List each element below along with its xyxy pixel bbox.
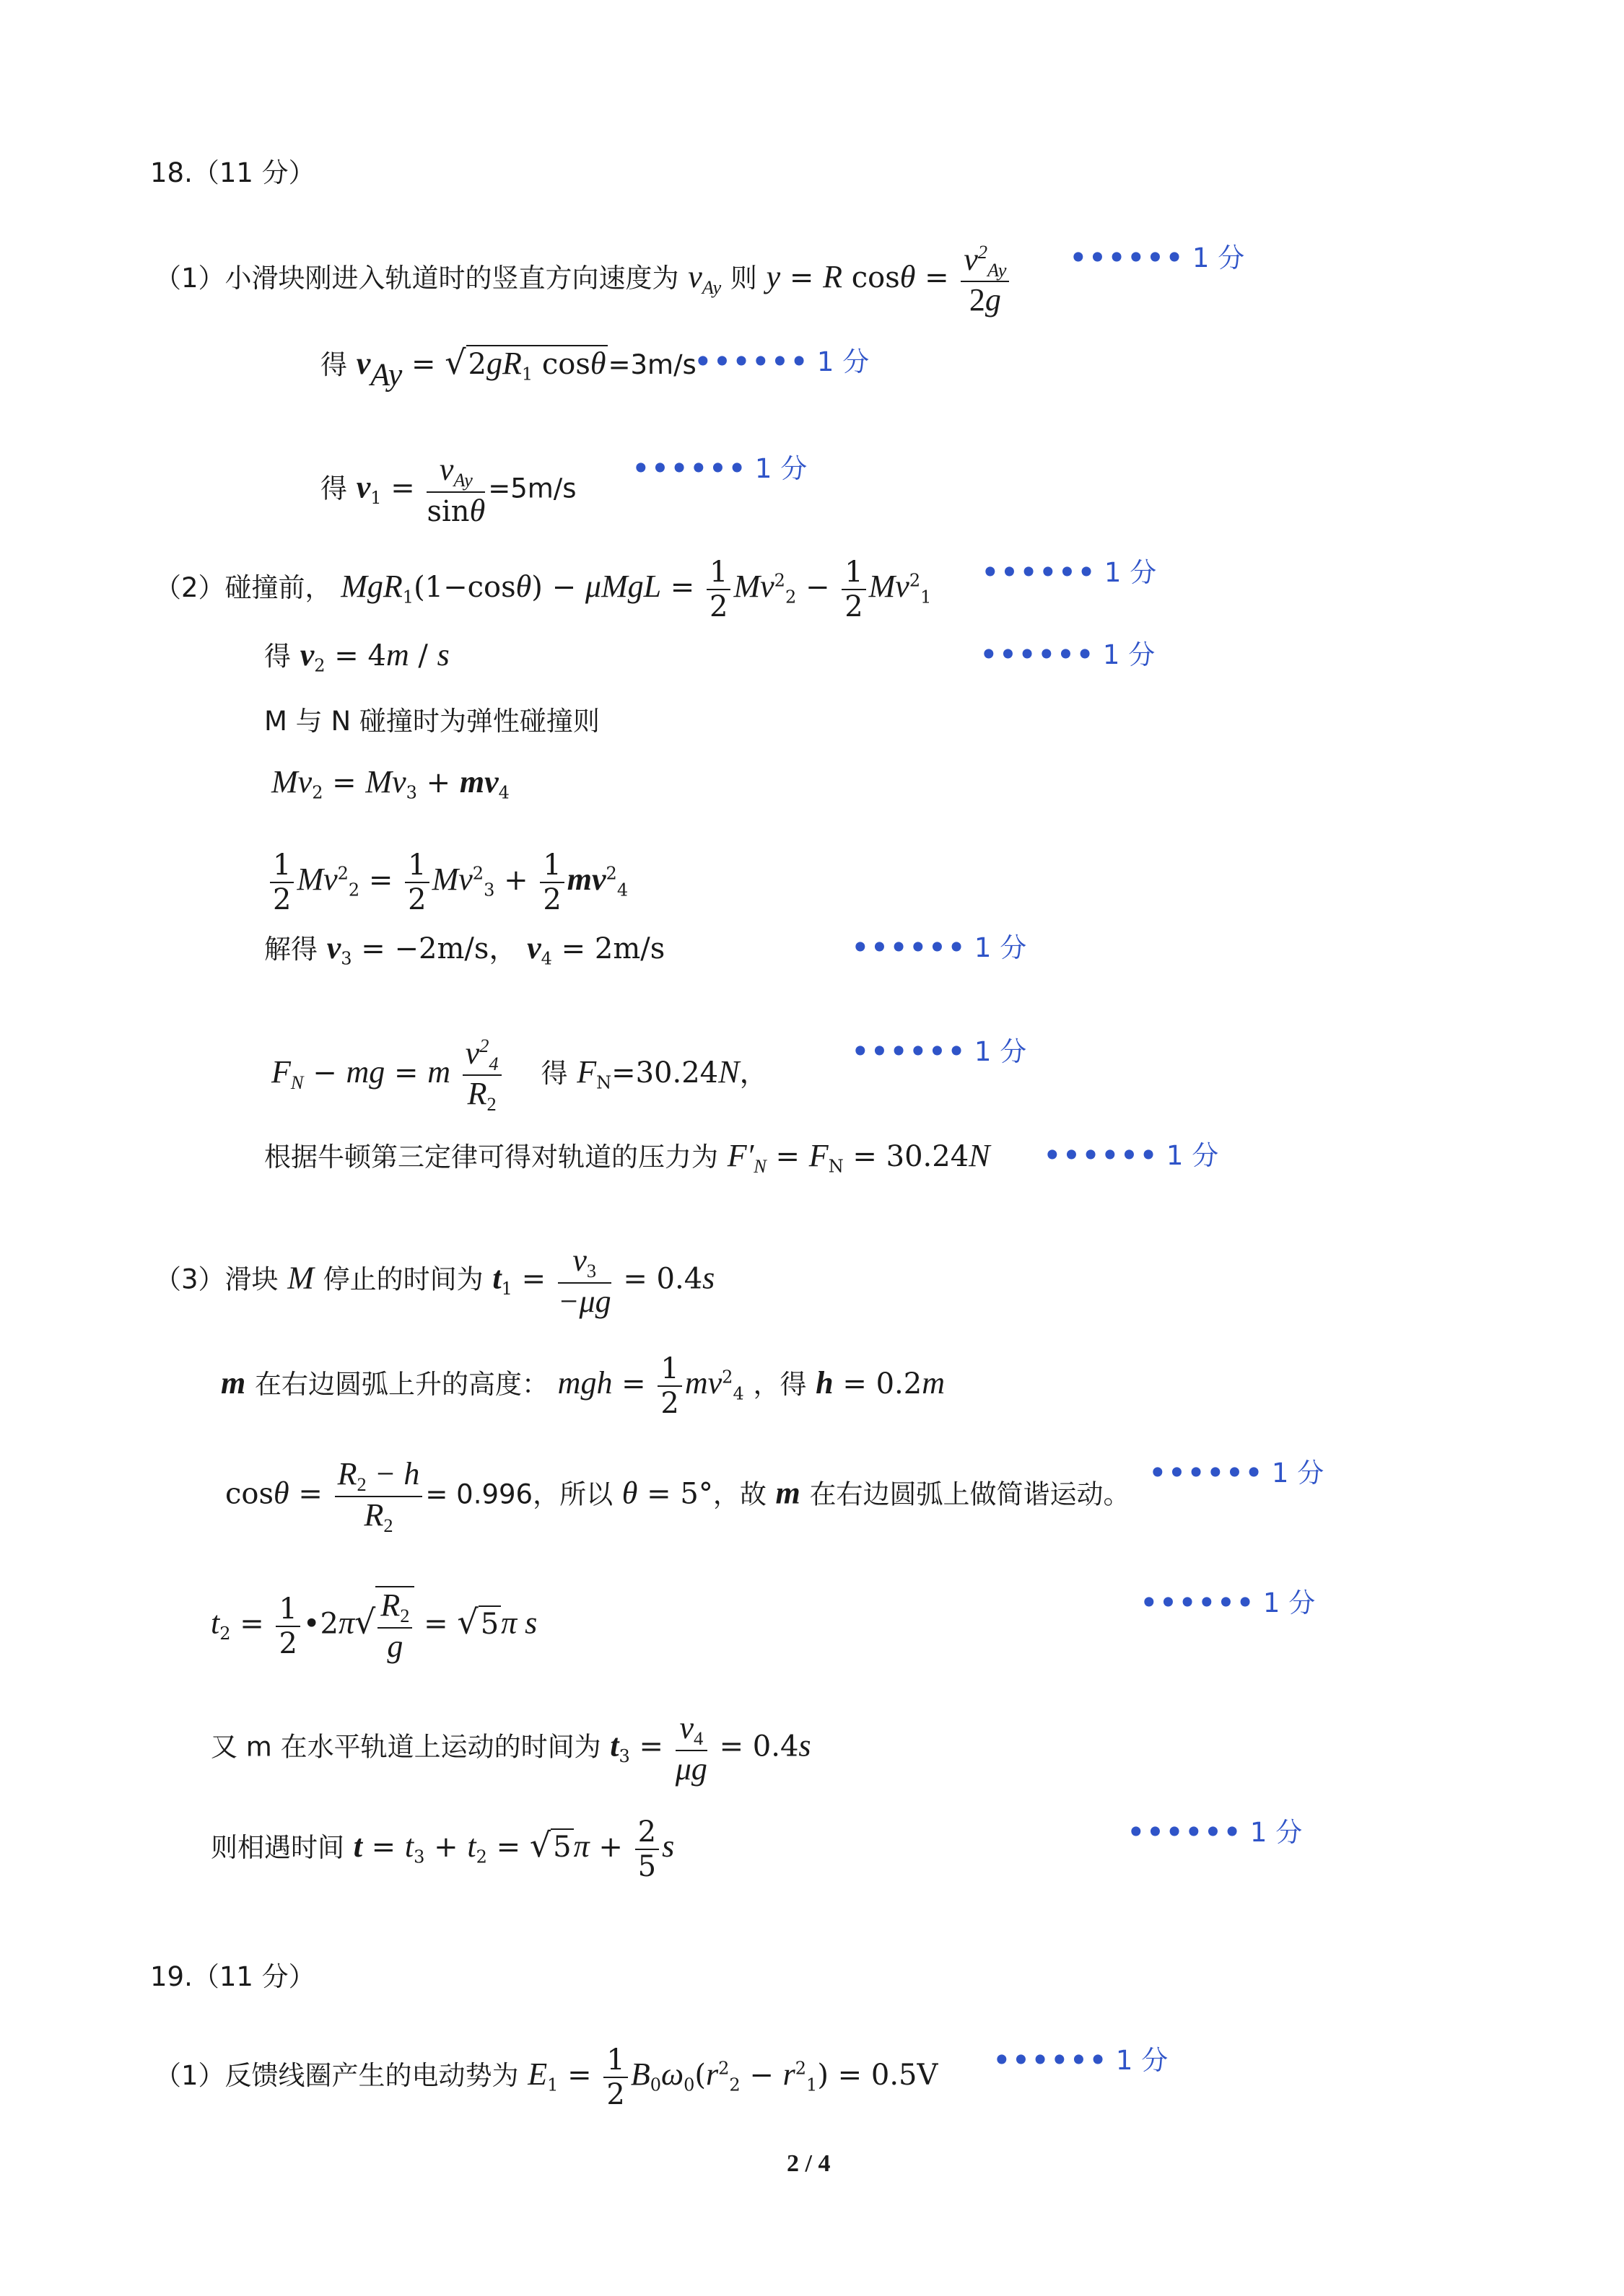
page-number: 2 / 4 xyxy=(787,2150,831,2177)
score-marker: •••••• 1 分 xyxy=(993,2045,1169,2076)
normal-force-line: $F_N$ − mg = m $\frac{v^2_4}{R_2}$ 得 $F_N=30.24N$， xyxy=(271,1035,769,1116)
part1-text: （1）小滑块刚进入轨道时的竖直方向速度为 xyxy=(154,263,679,294)
vay-squared-over-2g: $\frac{v^2_{Ay}}{2g}$ xyxy=(961,241,1009,319)
part2-energy-line: （2）碰撞前， MgR$_1$(1−cosθ) − μMgL = $\frac{1}{2}$ $Mv^2_2$ − $\frac{1}{2}$ $Mv^2_1$ xyxy=(154,556,932,623)
momentum-equation: $Mv_2 = Mv_3 + mv_4$ xyxy=(271,764,510,803)
score-marker: •••••• 1 分 xyxy=(632,453,808,484)
v2-result-line: 得 $v_2 = 4m / s$ xyxy=(264,637,450,676)
score-marker: •••••• 1 分 xyxy=(1149,1458,1324,1489)
score-marker: •••••• 1 分 xyxy=(852,1036,1027,1067)
emf-line: （1）反馈线圈产生的电动势为 $E_1$ = $\frac{1}{2}$ $B_0\omega_0(r^2_2 - r^2_1) = 0.5V$ xyxy=(154,2043,938,2111)
score-marker: •••••• 1 分 xyxy=(982,557,1157,588)
score-marker: •••••• 1 分 xyxy=(852,932,1027,963)
score-marker: •••••• 1 分 xyxy=(1044,1140,1219,1171)
kinetic-energy-equation: $\frac{1}{2}$ $Mv^2_2$ = $\frac{1}{2}$ $Mv^2_3$ + $\frac{1}{2}$ $mv^2_4$ xyxy=(267,849,628,916)
part3-stop-time-line: （3）滑块 M 停止的时间为 $t_1$ = $\frac{v_3}{-\mu g}$ = 0.4s xyxy=(154,1243,715,1319)
score-marker: •••••• 1 分 xyxy=(1140,1587,1316,1618)
elastic-collision-text: M 与 N 碰撞时为弹性碰撞则 xyxy=(264,706,600,737)
score-marker: •••••• 1 分 xyxy=(980,639,1156,670)
meeting-time-line: 则相遇时间 $t = t_3 + t_2 = √5\pi$ + $\frac{2}{5}$ s xyxy=(211,1815,675,1883)
part1-vertical-velocity-line: （1）小滑块刚进入轨道时的竖直方向速度为 $v_{Ay}$ 则 y = R cosθ = $\frac{v^2_{Ay}}{2g}$ xyxy=(154,241,1012,319)
score-marker: •••••• 1 分 xyxy=(1127,1817,1303,1848)
v3-v4-solution-line: 解得 $v_3 = -2m/s$， $v_4 = 2m/s$ xyxy=(264,930,665,969)
part1-then: 则 xyxy=(730,263,757,294)
vay-result-line: 得 $v_{Ay} = √2gR_1$ cosθ=3m/s xyxy=(320,343,697,393)
t2-line: $t_2$ = $\frac{1}{2}$ •2π√ $\frac{R_2}{g}$ = √5π s xyxy=(211,1587,538,1664)
angle-line: cosθ = $\frac{R_2 - h}{R_2}$ = 0.996，所以 θ = 5°，故 m 在右边圆弧上做简谐运动。 xyxy=(225,1456,1130,1536)
v1-result-line: 得 $v_1$ = $\frac{v_{Ay}}{\sin\theta}$ =5m/s xyxy=(320,452,577,528)
score-marker: •••••• 1 分 xyxy=(694,346,870,377)
t3-line: 又 m 在水平轨道上运动的时间为 $t_3$ = $\frac{v_4}{\mu g}$ = 0.4s xyxy=(211,1710,811,1787)
height-line: m 在右边圆弧上升的高度： mgh = $\frac{1}{2}$ $mv^2_4$ ，得 h = 0.2m xyxy=(221,1352,945,1420)
problem-18-header: 18.（11 分） xyxy=(150,157,315,188)
problem-19-header: 19.（11 分） xyxy=(150,1961,315,1992)
newton-third-law-line: 根据牛顿第三定律可得对轨道的压力为 $F'_N = F_N = 30.24N$ xyxy=(264,1138,990,1178)
score-marker: •••••• 1 分 xyxy=(1070,242,1245,273)
